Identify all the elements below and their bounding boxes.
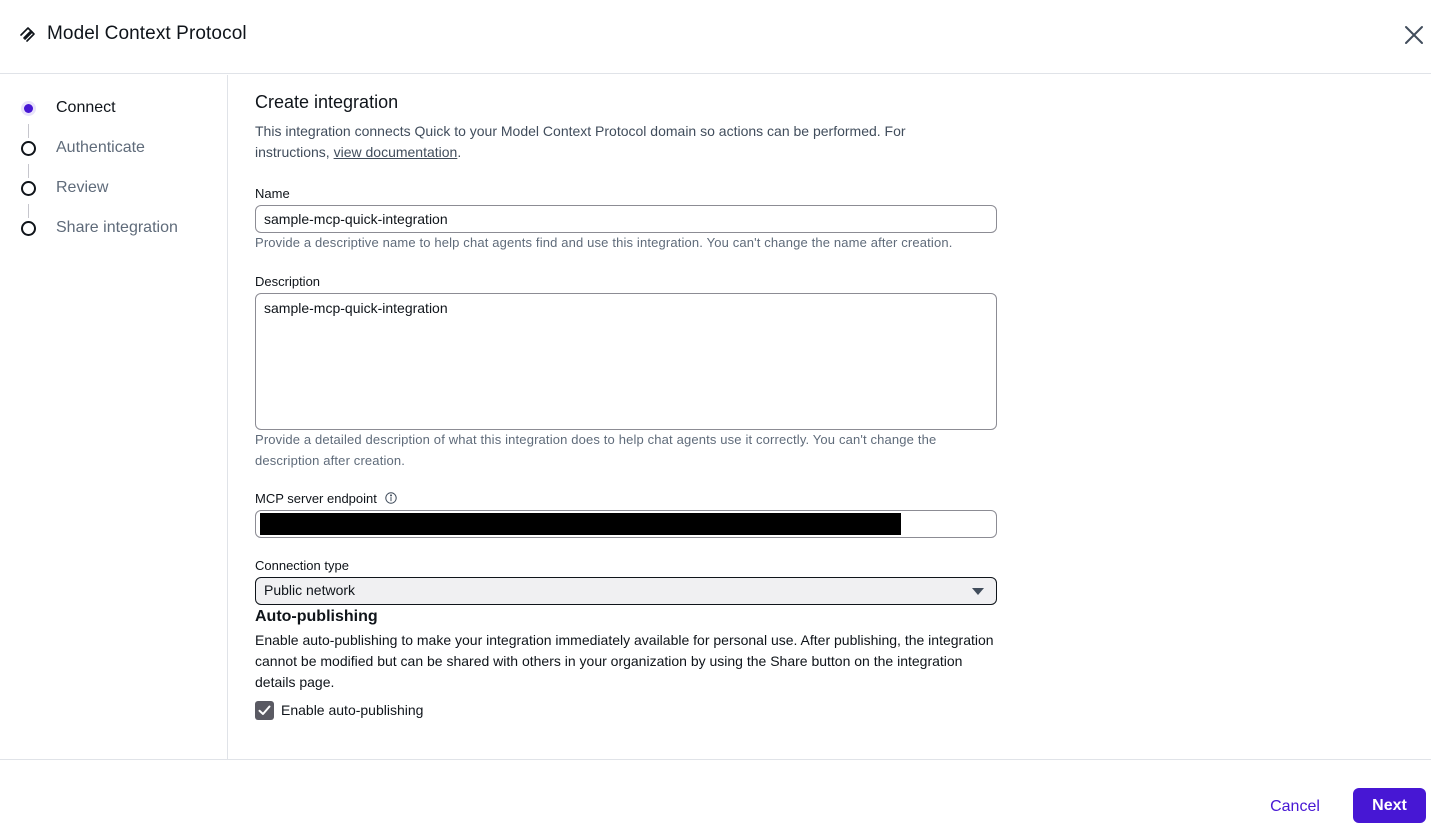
wizard-stepper — [0, 75, 228, 759]
connection-type-value: Public network — [264, 582, 356, 598]
step-review[interactable] — [0, 177, 228, 201]
description-label: Description — [255, 274, 321, 289]
step-connector — [28, 164, 29, 178]
step-connect[interactable] — [0, 97, 228, 121]
step-label: Authenticate — [56, 139, 145, 156]
intro-end: . — [457, 144, 462, 160]
connection-type-label: Connection type — [255, 558, 349, 573]
info-icon[interactable] — [385, 492, 397, 504]
modal-header — [0, 0, 1431, 74]
auto-publishing-heading: Auto-publishing — [255, 608, 378, 625]
redacted-value — [260, 513, 901, 535]
next-button[interactable]: Next — [1353, 788, 1426, 823]
step-label: Share integration — [56, 219, 178, 236]
mcp-logo-icon — [19, 26, 37, 44]
modal-title: Model Context Protocol — [47, 23, 247, 44]
name-label: Name — [255, 186, 290, 201]
endpoint-input[interactable] — [255, 510, 997, 538]
step-authenticate[interactable] — [0, 137, 228, 161]
caret-down-icon — [972, 588, 984, 595]
step-pending-icon — [21, 221, 36, 236]
checkbox-checked-icon[interactable] — [255, 701, 274, 720]
auto-publishing-description: Enable auto-publishing to make your integration immediately available for personal use. After publishing, the integration cannot be modified but can be shared with others in your organization by using the Share button on the integration details page. — [255, 632, 994, 690]
step-connector — [28, 204, 29, 218]
cancel-button[interactable]: Cancel — [1260, 792, 1330, 822]
connection-type-select[interactable] — [255, 577, 997, 605]
intro-text — [255, 121, 975, 163]
intro-body: This integration connects Quick to your Model Context Protocol domain so actions can be performed. For instructions, — [255, 123, 906, 160]
view-documentation-link[interactable]: view documentation — [333, 144, 458, 160]
endpoint-label: MCP server endpoint — [255, 491, 377, 506]
close-icon[interactable] — [1402, 23, 1426, 47]
step-label: Connect — [56, 99, 116, 116]
name-hint: Provide a descriptive name to help chat agents find and use this integration. You can't change the name after creation. — [255, 235, 953, 250]
checkbox-label: Enable auto-publishing — [281, 702, 424, 718]
endpoint-label-row — [255, 491, 397, 506]
step-active-icon — [21, 101, 36, 116]
form-heading: Create integration — [255, 92, 399, 112]
description-hint: Provide a detailed description of what this integration does to help chat agents use it correctly. You can't change the description after creation. — [255, 432, 937, 468]
step-pending-icon — [21, 141, 36, 156]
step-share-integration[interactable] — [0, 217, 228, 241]
description-textarea[interactable]: sample-mcp-quick-integration — [255, 293, 997, 430]
name-input[interactable]: sample-mcp-quick-integration — [255, 205, 997, 233]
step-label: Review — [56, 179, 109, 196]
step-connector — [28, 124, 29, 138]
modal-footer — [0, 759, 1431, 837]
step-pending-icon — [21, 181, 36, 196]
